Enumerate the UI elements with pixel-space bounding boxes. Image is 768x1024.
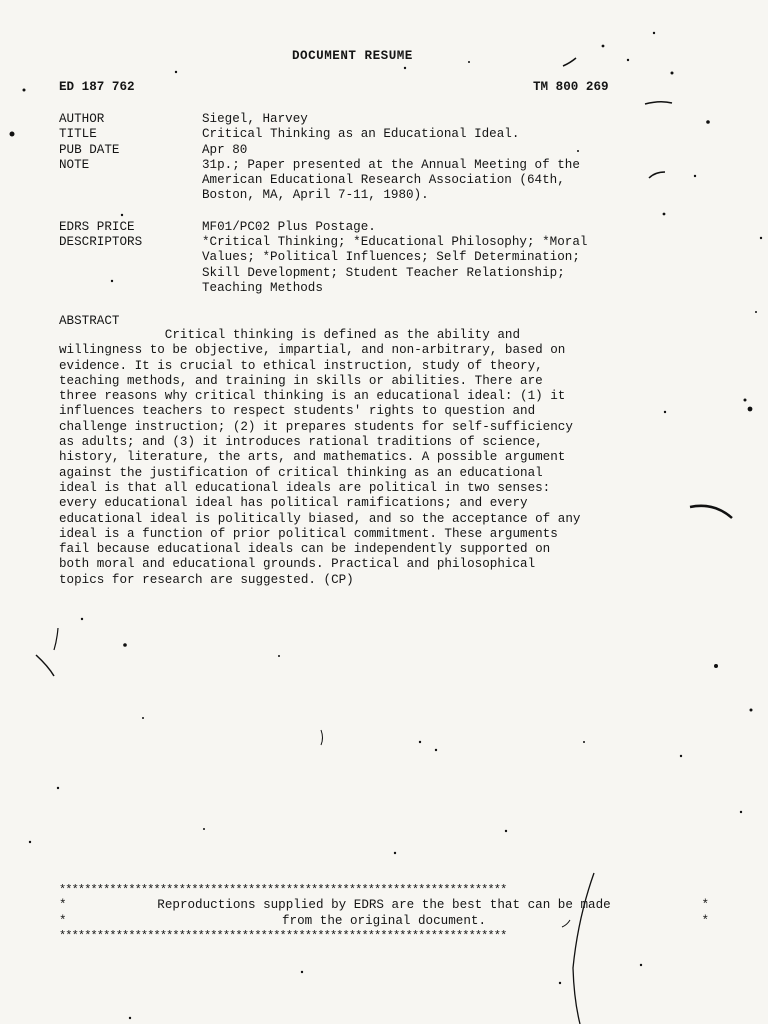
abstract-line: both moral and educational grounds. Practical and philosophical [59,557,536,572]
field-value: Apr 80 [202,142,248,157]
abstract-line: fail because educational ideals can be independently supported on [59,542,551,557]
field-value: MF01/PC02 Plus Postage. [202,219,376,234]
abstract-line: educational ideal is politically biased, and so the acceptance of any [59,511,581,526]
star-border-top: *********************************************************************** [59,883,507,897]
star-marker-right: * [701,913,709,928]
field-value: Teaching Methods [202,280,323,295]
field-value: Critical Thinking as an Educational Ideal. [202,127,520,142]
abstract-line: influences teachers to respect students' rights to question and [59,404,536,419]
tm-number: TM 800 269 [533,80,609,94]
field-value: Skill Development; Student Teacher Relationship; [202,265,565,280]
star-marker-right: * [701,898,709,913]
abstract-line: willingness to be objective, impartial, and non-arbitrary, based on [59,343,566,358]
field-descriptors [59,235,699,296]
abstract-line: topics for research are suggested. (CP) [59,572,354,587]
field-value: Values; *Political Influences; Self Determination; [202,250,580,265]
field-label: DESCRIPTORS [59,235,143,250]
abstract-line: every educational ideal has political ramifications; and every [59,496,528,511]
field-edrs-price [59,220,699,235]
abstract-line: against the justification of critical thinking as an educational [59,465,543,480]
field-spacer [59,204,699,220]
abstract-label: ABSTRACT [59,314,120,328]
document-title: DOCUMENT RESUME [292,49,413,63]
abstract-line: ideal is that all educational ideals are political in two senses: [59,480,551,495]
abstract-line: challenge instruction; (2) it prepares students for self-sufficiency [59,419,573,434]
abstract-body [59,328,699,588]
reproduction-line-1: Reproductions supplied by EDRS are the best that can be made [157,898,611,913]
star-border-bottom: *********************************************************************** [59,928,507,943]
reproduction-notice [59,883,709,944]
field-value: 31p.; Paper presented at the Annual Meeting of the [202,157,580,172]
abstract-line: teaching methods, and training in skills or abilities. There are [59,373,543,388]
field-value: Boston, MA, April 7-11, 1980). [202,188,429,203]
field-label: PUB DATE [59,142,120,157]
field-value: Siegel, Harvey [202,112,308,126]
field-label: NOTE [59,157,90,172]
field-label: EDRS PRICE [59,219,135,234]
field-author [59,112,699,127]
field-value: *Critical Thinking; *Educational Philosophy; *Moral [202,235,588,250]
abstract-line: history, literature, the arts, and mathematics. A possible argument [59,450,566,465]
field-title [59,127,699,142]
star-marker-left: * [59,913,67,928]
abstract-line: evidence. It is crucial to ethical instruction, study of theory, [59,358,543,373]
field-label: TITLE [59,127,97,142]
metadata-fields [59,112,699,296]
abstract-line: ideal is a function of prior political commitment. These arguments [59,526,558,541]
reproduction-line-2: from the original document. [281,913,487,928]
field-pub-date [59,143,699,158]
abstract-line: three reasons why critical thinking is an educational ideal: (1) it [59,389,566,404]
abstract-line: Critical thinking is defined as the ability and [59,328,521,342]
field-label: AUTHOR [59,112,105,126]
ed-number: ED 187 762 [59,80,135,94]
field-value: American Educational Research Association (64th, [202,173,565,188]
field-note [59,158,699,204]
star-marker-left: * [59,898,67,913]
abstract-line: as adults; and (3) it introduces rational traditions of science, [59,435,543,450]
